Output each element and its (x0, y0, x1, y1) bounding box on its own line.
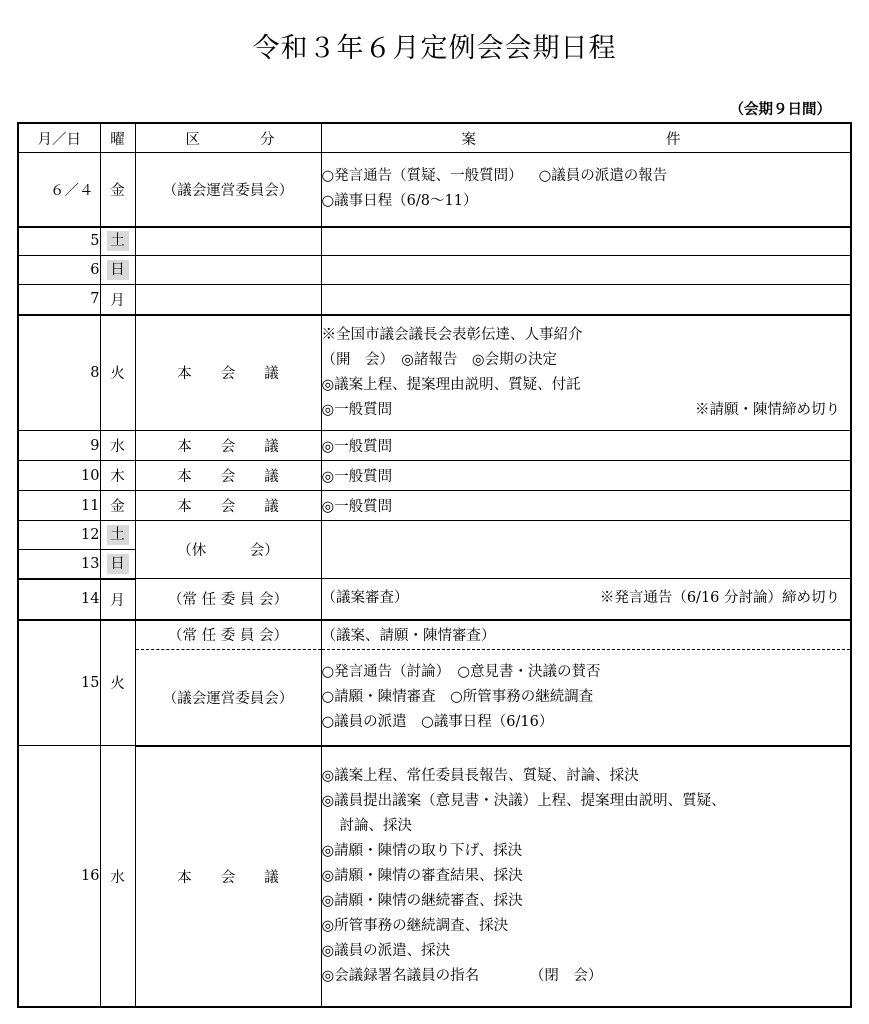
kubun-cell (135, 227, 321, 256)
table-row (18, 620, 851, 650)
anken-cell: ◎一般質問 (321, 491, 851, 521)
kubun-cell: （議会運営委員会） (135, 650, 321, 746)
date-cell: 5 (18, 227, 100, 256)
header-row (18, 123, 851, 153)
anken-cell: （議案、請願・陳情審査） (321, 620, 851, 650)
kubun-cell: 本 会 議 (135, 315, 321, 431)
anken-cell (321, 227, 851, 256)
date-cell: 8 (18, 315, 100, 431)
date-cell: 13 (18, 550, 100, 579)
dow-cell: 日 (100, 256, 135, 285)
date-cell: 16 (18, 746, 100, 1008)
anken-cell: ○発言通告（討論） ○意見書・決議の賛否 ○請願・陳情審査 ○所管事務の継続調査 ○議員の派遣 ○議事日程（6/16） (321, 650, 851, 746)
header-date: 月／日 (18, 123, 100, 153)
date-cell: 10 (18, 461, 100, 491)
kubun-cell: （議会運営委員会） (135, 153, 321, 227)
table-row (18, 521, 851, 550)
page-title: 令和３年６月定例会会期日程 (252, 33, 617, 64)
anken-cell: （議案審査） ※発言通告（6/16 分討論）締め切り (321, 579, 851, 620)
table-row (18, 650, 851, 746)
date-cell: 14 (18, 579, 100, 620)
anken-cell (321, 256, 851, 285)
dow-cell: 木 (100, 461, 135, 491)
table-row (18, 491, 851, 521)
dow-cell: 日 (100, 550, 135, 579)
kubun-cell: （常 任 委 員 会） (135, 579, 321, 620)
dow-cell: 土 (100, 227, 135, 256)
kubun-cell: （常 任 委 員 会） (135, 620, 321, 650)
kubun-cell: （休 会） (135, 521, 321, 579)
dow-cell: 火 (100, 620, 135, 746)
date-cell: 9 (18, 431, 100, 461)
date-cell: 15 (18, 620, 100, 746)
date-cell: 11 (18, 491, 100, 521)
kubun-cell (135, 256, 321, 285)
table-row (18, 461, 851, 491)
dow-cell: 月 (100, 579, 135, 620)
table-row (18, 153, 851, 227)
table-row (18, 431, 851, 461)
table-row (18, 579, 851, 620)
session-period-note: （会期９日間） (729, 102, 831, 118)
kubun-cell (135, 285, 321, 315)
anken-cell (321, 285, 851, 315)
kubun-cell: 本 会 議 (135, 491, 321, 521)
anken-cell: ◎議案上程、常任委員長報告、質疑、討論、採決 ◎議員提出議案（意見書・決議）上程、提案理由説明、質疑、 討論、採決 ◎請願・陳情の取り下げ、採決 ◎請願・陳情の審査結果、採決 ◎請願・陳情の継続審査、採決 ◎所管事務の継続調査、採決 ◎議員の派遣、採決 ◎会議録署名議員の指名 （閉 会） (321, 746, 851, 1008)
dow-cell: 土 (100, 521, 135, 550)
date-cell: 12 (18, 521, 100, 550)
date-cell: ６／４ (18, 153, 100, 227)
date-cell: 7 (18, 285, 100, 315)
anken-cell: ◎一般質問 (321, 461, 851, 491)
table-row (18, 315, 851, 431)
kubun-cell: 本 会 議 (135, 746, 321, 1008)
dow-cell: 水 (100, 746, 135, 1008)
dow-cell: 金 (100, 491, 135, 521)
table-row (18, 227, 851, 256)
kubun-cell: 本 会 議 (135, 461, 321, 491)
table-row (18, 256, 851, 285)
header-kubun: 区 分 (135, 123, 321, 153)
dow-cell: 火 (100, 315, 135, 431)
dow-cell: 水 (100, 431, 135, 461)
table-row (18, 746, 851, 1008)
dow-cell: 月 (100, 285, 135, 315)
header-dow: 曜 (100, 123, 135, 153)
anken-cell: ※全国市議会議長会表彰伝達、人事紹介 （開 会） ◎諸報告 ◎会期の決定 ◎議案上程、提案理由説明、質疑、付託 ◎一般質問 ※請願・陳情締め切り (321, 315, 851, 431)
kubun-cell: 本 会 議 (135, 431, 321, 461)
header-anken: 案 件 (321, 123, 851, 153)
table-row (18, 285, 851, 315)
date-cell: 6 (18, 256, 100, 285)
anken-cell: ○発言通告（質疑、一般質問） ○議員の派遣の報告 ○議事日程（6/8〜11） (321, 153, 851, 227)
anken-cell: ◎一般質問 (321, 431, 851, 461)
schedule-table (17, 122, 852, 1008)
anken-cell (321, 521, 851, 579)
dow-cell: 金 (100, 153, 135, 227)
